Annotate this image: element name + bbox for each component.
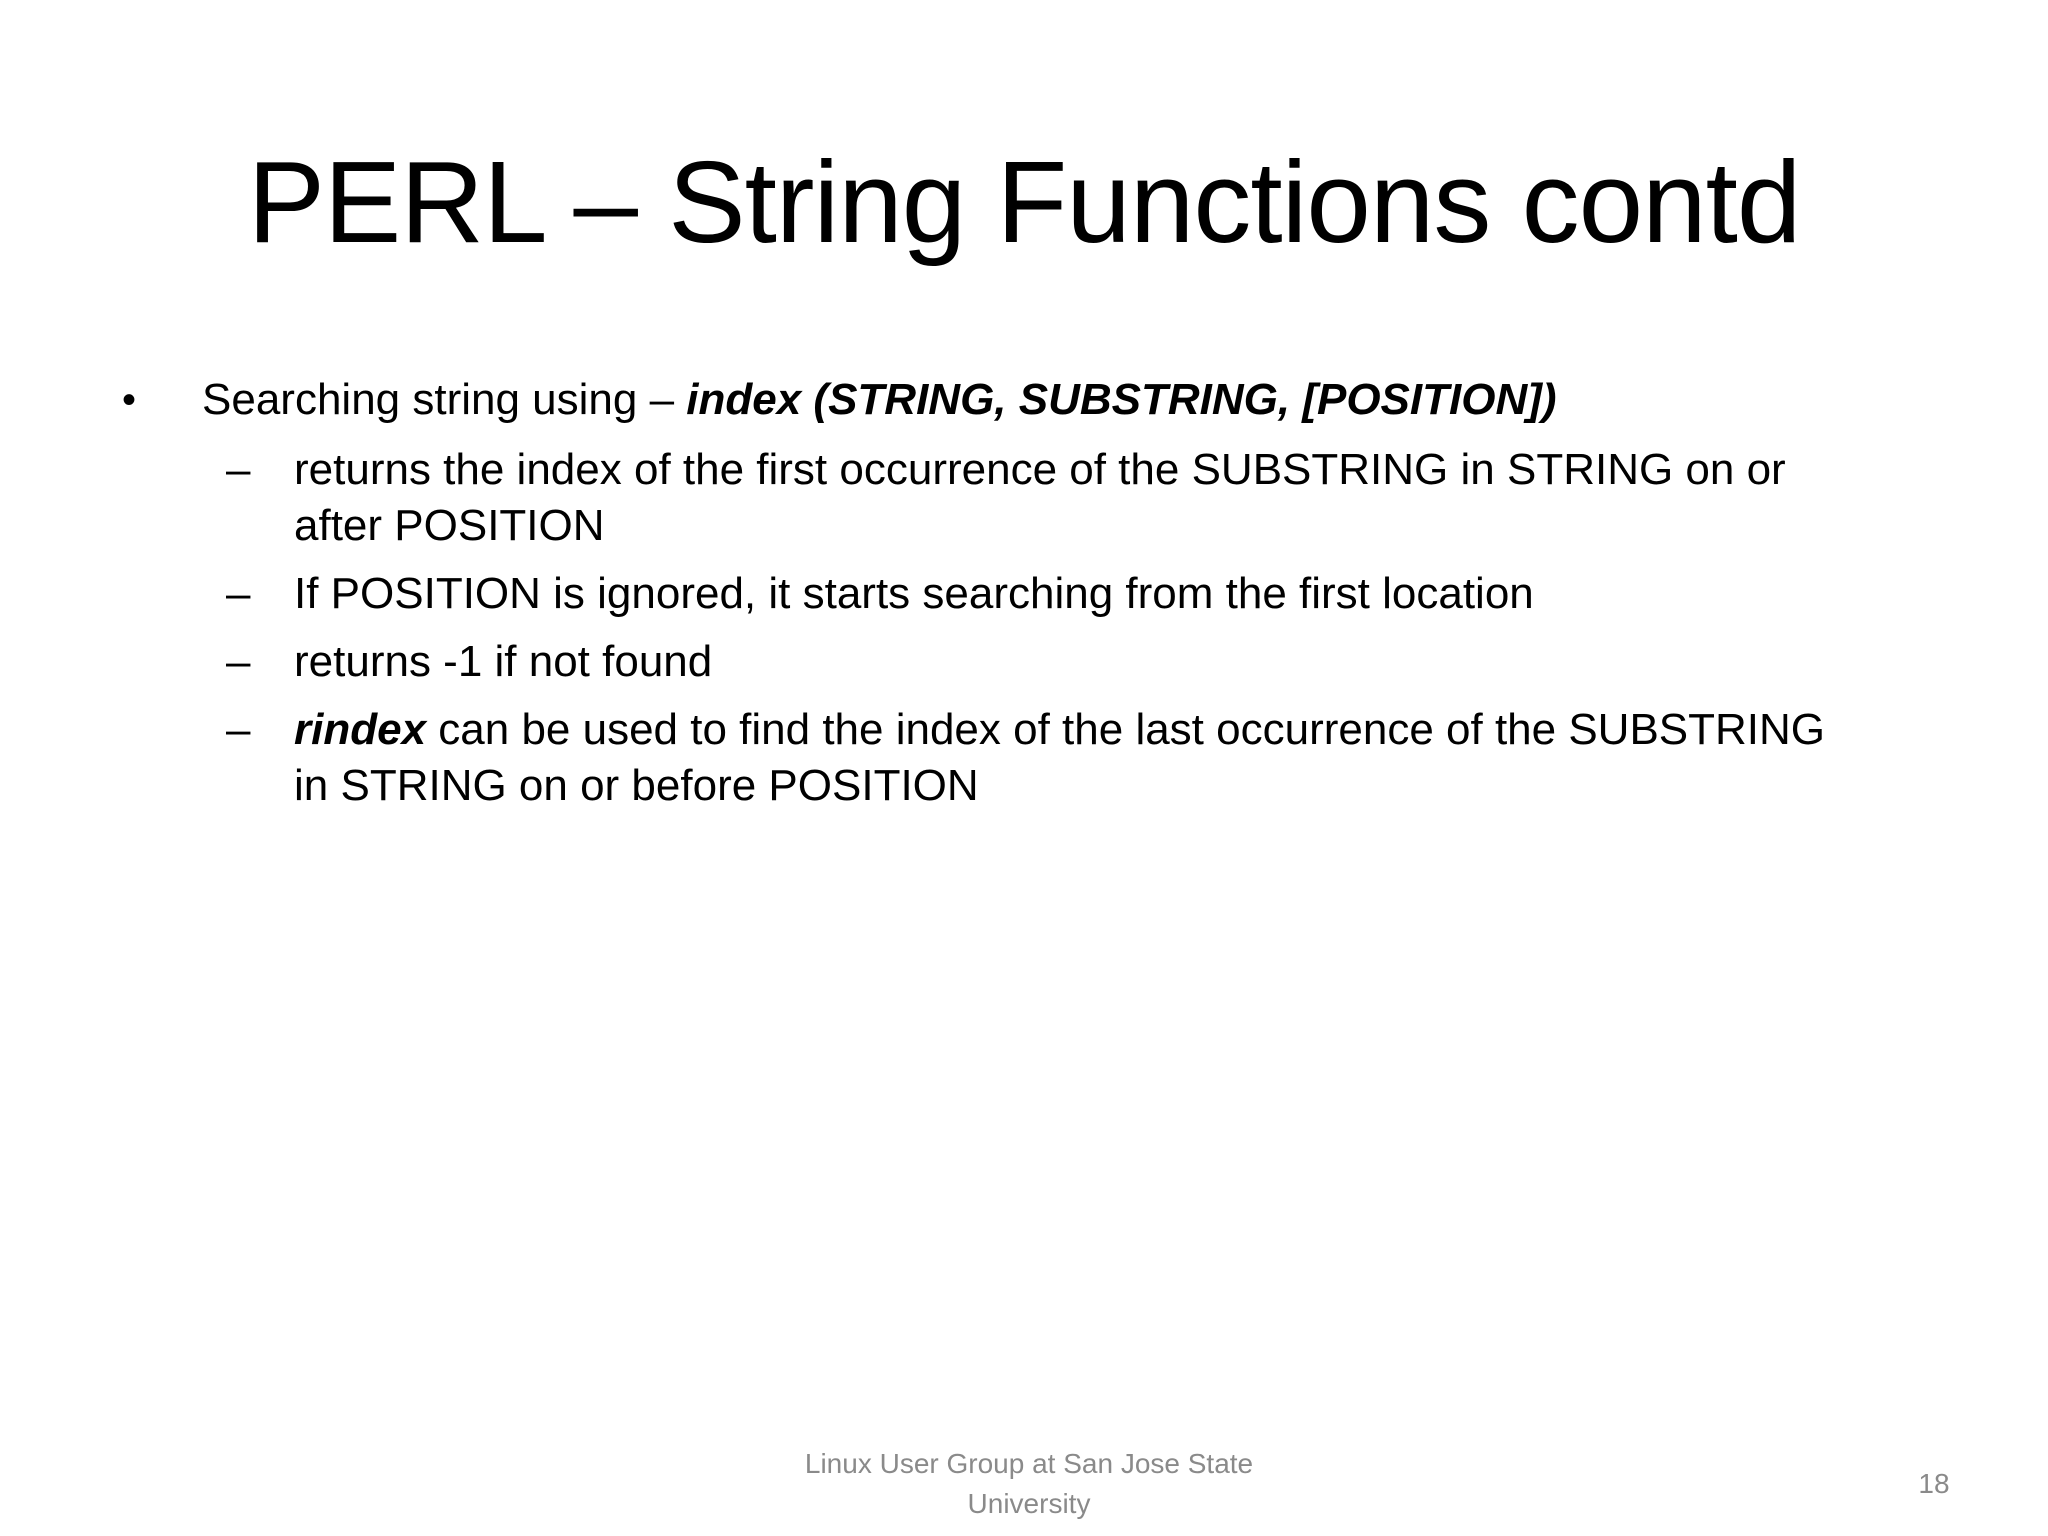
bullet-text: [202, 372, 1557, 428]
subitem-4-line-1-rest: can be used to find the index of the last occurrence of the SUBSTRING: [426, 705, 1826, 754]
bullet-marker: •: [122, 378, 137, 422]
subitem-1-marker: –: [226, 445, 251, 494]
footer-line-2: University: [967, 1488, 1091, 1519]
subitem-3-line-1: returns -1 if not found: [294, 637, 713, 686]
footer: [724, 1444, 1334, 1524]
slide-title: PERL – String Functions contd: [247, 137, 1801, 267]
subitem-4-marker: –: [226, 705, 251, 754]
subitem-4-line-1: [294, 702, 1825, 758]
bullet-function-signature: index (STRING, SUBSTRING, [POSITION]): [686, 375, 1557, 424]
subitem-2-line-1: If POSITION is ignored, it starts searching from the first location: [294, 569, 1534, 618]
subitem-2-marker: –: [226, 569, 251, 618]
bullet-text-prefix: Searching string using –: [202, 375, 687, 424]
page-number: 18: [1918, 1468, 1950, 1499]
subitem-4-rindex: rindex: [294, 705, 427, 754]
footer-line-1: Linux User Group at San Jose State: [804, 1448, 1254, 1479]
subitem-3-marker: –: [226, 637, 251, 686]
subitem-1-line-2: after POSITION: [294, 501, 605, 550]
subitem-4-line-2: in STRING on or before POSITION: [294, 761, 979, 810]
subitem-1-line-1: returns the index of the first occurrence of the SUBSTRING in STRING on or: [294, 445, 1786, 494]
